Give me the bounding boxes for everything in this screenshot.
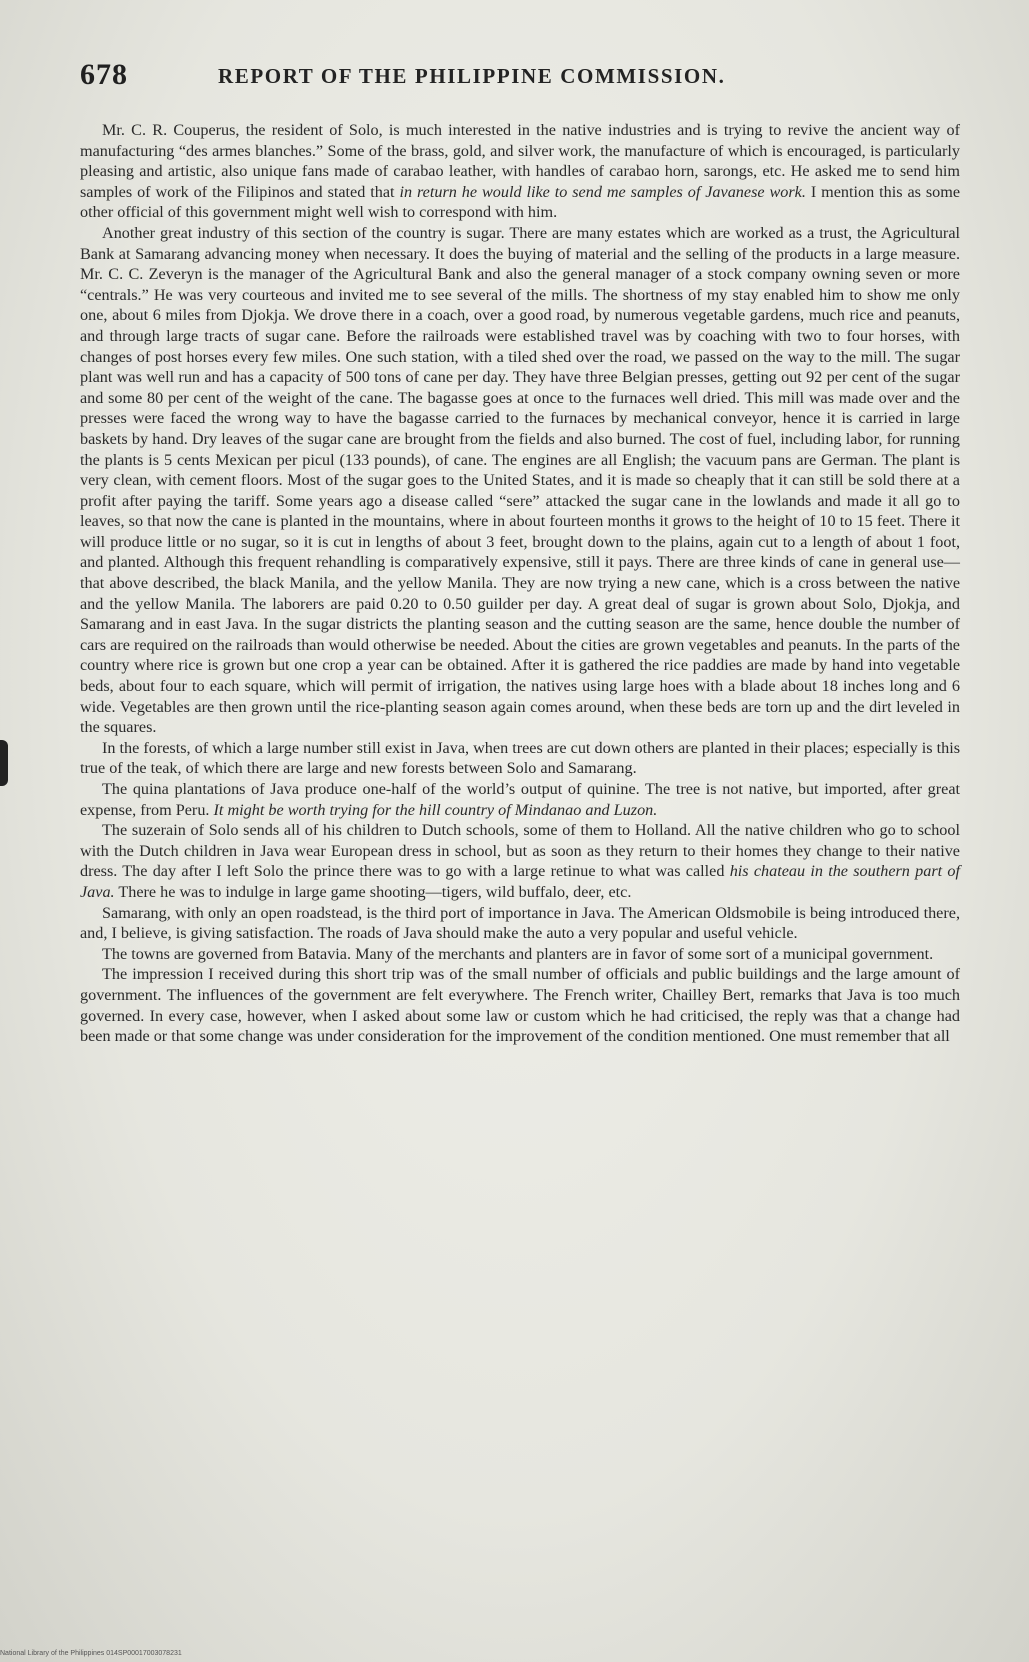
paragraph-sugar-industry: Another great industry of this section of the country is sugar. There are many estates which are worked as a trust, the Agricultural Bank at Samarang advancing money when necessary. It does the buying of material and the selling of the products in a large measure. Mr. C. C. Zeveryn is the manager of the Agricultural Bank and also the general manager of a stock company owning seven or more “centrals.” He was very courteous and invited me to see several of the mills. The shortness of my stay enabled him to show me only one, about 6 miles from Djokja. We drove there in a coach, over a good road, by numerous vegetable gardens, much rice and peanuts, and through large tracts of sugar cane. Before the railroads were established travel was by coaching with two to four horses, with changes of post horses every few miles. One such station, with a tiled shed over the road, we passed on the way to the mill. The sugar plant was well run and has a capacity of 500 tons of cane per day. They have three Belgian presses, getting out 92 per cent of the sugar and some 80 per cent of the weight of the cane. The bagasse goes at once to the furnaces well dried. This mill was made over and the presses were faced the wrong way to have the bagasse carried to the furnaces by mechanical conveyor, hence it is carried in large baskets by hand. Dry leaves of the sugar cane are brought from the fields and also burned. The cost of fuel, including labor, for running the plants is 5 cents Mexican per picul (133 pounds), of cane. The engines are all English; the vacuum pans are German. The plant is very clean, with cement floors. Most of the sugar goes to the United States, and it is made so cheaply that it can still be sold there at a profit after paying the tariff. Some years ago a disease called “sere” attacked the sugar cane in the lowlands and made it all go to leaves, so that now the cane is planted in the mountains, where in about fourteen months it grows to the height of 10 to 15 feet. There it will produce little or no sugar, so it is cut in lengths of about 3 feet, brought down to the plains, again cut to a length of about 1 foot, and planted. Although this frequent rehandling is comparatively expensive, still it pays. There are three kinds of cane in general use—that above described, the black Manila, and the yellow Manila. They are now trying a new cane, which is a cross between the native and the yellow Manila. The laborers are paid 0.20 to 0.50 guilder per day. A great deal of sugar is grown about Solo, Djokja, and Samarang and in east Java. In the sugar districts the planting season and the cutting season are the same, hence double the number of cars are required on the railroads than would otherwise be needed. About the cities are grown vegetables and peanuts. In the parts of the country where rice is grown but one crop a year can be obtained. After it is gathered the rice paddies are made by hand into vegetable beds, about four to each square, which will permit of irrigation, the natives using large hoes with a blade about 18 inches long and 6 wide. Vegetables are then grown until the rice-planting season again comes around, when these beds are torn up and the dirt leveled in the squares. xyxy=(80,223,960,737)
running-head: REPORT OF THE PHILIPPINE COMMISSION. xyxy=(218,64,726,88)
page-header xyxy=(80,58,980,98)
paragraph-samarang-port: Samarang, with only an open roadstead, is the third port of importance in Java. The American Oldsmobile is being introduced there, and, I believe, is giving satisfaction. The roads of Java should make the auto a very popular and useful vehicle. xyxy=(80,903,960,943)
page-number: 678 xyxy=(80,58,128,91)
paragraph-towns-governed: The towns are governed from Batavia. Many of the merchants and planters are in favor of some sort of a municipal government. xyxy=(102,944,934,963)
body-text xyxy=(80,120,960,1047)
paragraph-quina-plantations: The quina plantations of Java produce one-half of the world’s output of quinine. The tree is not native, but imported, after great expense, from Peru. It might be worth trying for the hill country of Mindanao and Luzon. xyxy=(80,780,960,819)
paragraph-impression: The impression I received during this short trip was of the small number of officials and public buildings and the large amount of government. The influences of the government are felt everywhere. The French writer, Chailley Bert, remarks that Java is too much governed. In every case, however, when I asked about some law or custom which he had criticised, the reply was that a change had been made or that some change was under consideration for the improvement of the condition mentioned. One must remember that all xyxy=(80,965,960,1046)
paragraph-resident-of-solo: Mr. C. R. Couperus, the resident of Solo, is much interested in the native industries and is trying to revive the ancient way of manufacturing “des armes blanches.” Some of the brass, gold, and silver work, the manufacture of which is encouraged, is particularly pleasing and artistic, also unique fans made of carabao leather, with handles of carabao horn, sarongs, etc. He asked me to send him samples of work of the Filipinos and stated that in return he would like to send me samples of Javanese work. I mention this as some other official of this government might well wish to correspond with him. xyxy=(80,121,961,222)
binding-edge-mark xyxy=(0,740,8,786)
scan-source-footer: National Library of the Philippines 014SP00017003078231 xyxy=(0,1650,182,1657)
paragraph-forests: In the forests, of which a large number still exist in Java, when trees are cut down others are planted in their places; especially is this true of the teak, of which there are large and new forests between Solo and Samarang. xyxy=(80,738,960,778)
paragraph-suzerain-of-solo: The suzerain of Solo sends all of his children to Dutch schools, some of them to Holland. All the native children who go to school with the Dutch children in Java wear European dress in school, but as soon as they return to their homes they change to their native dress. The day after I left Solo the prince there was to go with a large retinue to what was called his chateau in the southern part of Java. There he was to indulge in large game shooting—tigers, wild buffalo, deer, etc. xyxy=(80,821,960,901)
